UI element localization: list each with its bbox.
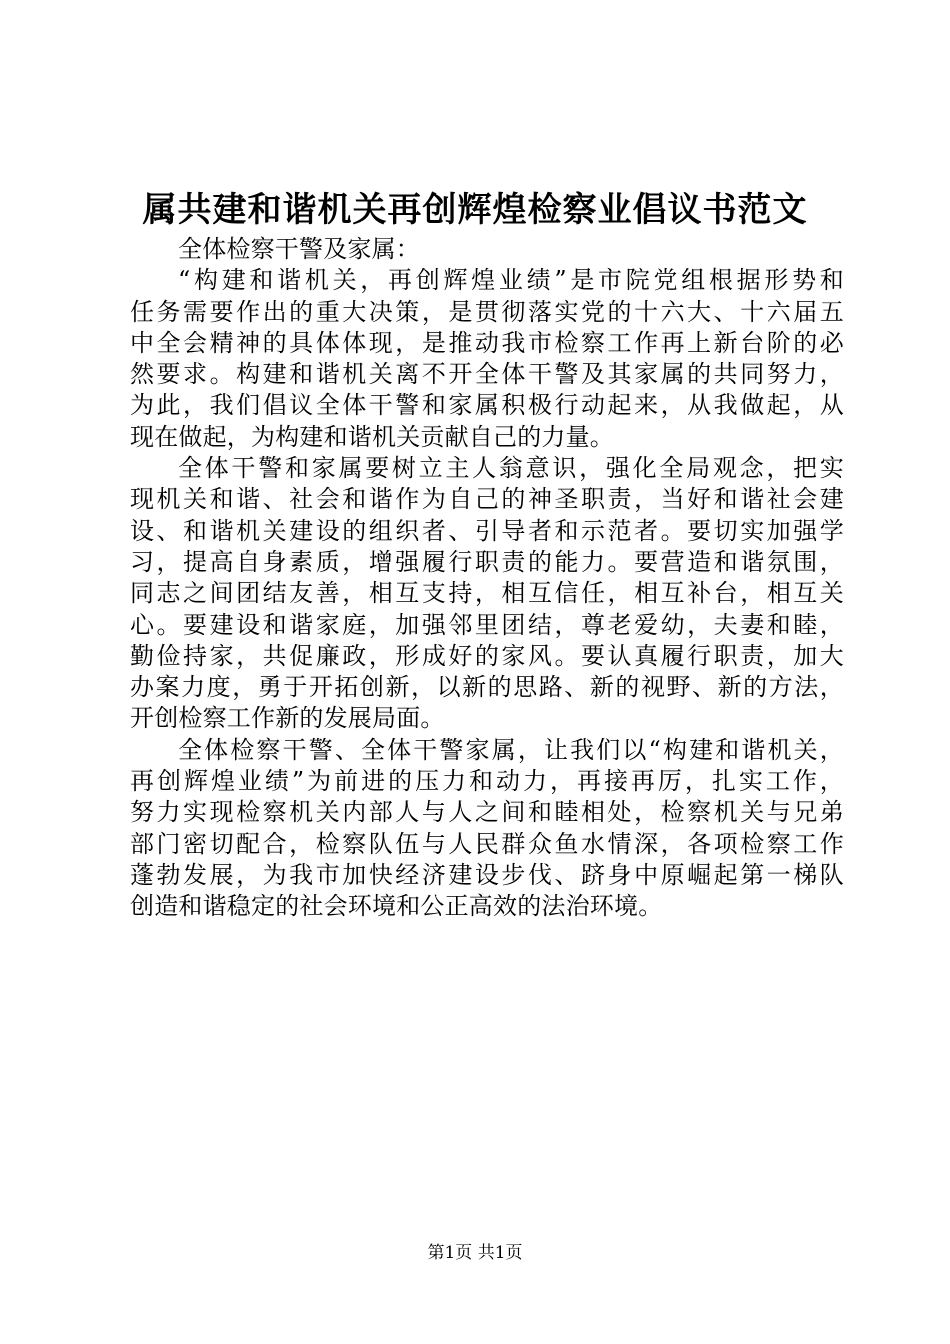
page-number-footer: 第1页 共1页 <box>427 1243 523 1263</box>
paragraph-1-line-2: 任务需要作出的重大决策，是贯彻落实党的十六大、十六届五 <box>130 297 844 326</box>
paragraph-2-line-3: 设、和谐机关建设的组织者、引导者和示范者。要切实加强学 <box>130 516 844 545</box>
paragraph-3-line-1: 全体检察干警、全体干警家属，让我们以“构建和谐机关， <box>178 735 844 764</box>
paragraph-3-line-4: 部门密切配合，检察队伍与人民群众鱼水情深，各项检察工作 <box>130 829 844 858</box>
document-title: 属共建和谐机关再创辉煌检察业倡议书范文 <box>142 190 808 230</box>
paragraph-3-line-3: 努力实现检察机关内部人与人之间和睦相处，检察机关与兄弟 <box>130 798 844 827</box>
paragraph-2-line-5: 同志之间团结友善，相互支持，相互信任，相互补台，相互关 <box>130 579 844 608</box>
paragraph-3-line-5: 蓬勃发展，为我市加快经济建设步伐、跻身中原崛起第一梯队 <box>130 860 844 889</box>
paragraph-1-line-5: 为此，我们倡议全体干警和家属积极行动起来，从我做起，从 <box>130 391 844 420</box>
paragraph-2-line-9: 开创检察工作新的发展局面。 <box>130 704 445 733</box>
paragraph-2-line-7: 勤俭持家，共促廉政，形成好的家风。要认真履行职责，加大 <box>130 641 844 670</box>
paragraph-2-line-6: 心。要建设和谐家庭，加强邻里团结，尊老爱幼，夫妻和睦， <box>130 610 844 639</box>
paragraph-2-line-8: 办案力度，勇于开拓创新，以新的思路、新的视野、新的方法， <box>130 673 844 702</box>
paragraph-3-line-2: 再创辉煌业绩”为前进的压力和动力，再接再厉，扎实工作， <box>130 767 844 796</box>
paragraph-1-line-1: “构建和谐机关，再创辉煌业绩”是市院党组根据形势和 <box>178 266 844 295</box>
paragraph-2-line-2: 现机关和谐、社会和谐作为自己的神圣职责，当好和谐社会建 <box>130 485 844 514</box>
paragraph-2-line-1: 全体干警和家属要树立主人翁意识，强化全局观念，把实 <box>178 454 844 483</box>
paragraph-1-line-4: 然要求。构建和谐机关离不开全体干警及其家属的共同努力， <box>130 360 844 389</box>
paragraph-1-line-6: 现在做起，为构建和谐机关贡献自己的力量。 <box>130 422 614 451</box>
paragraph-3-line-6: 创造和谐稳定的社会环境和公正高效的法治环境。 <box>130 892 663 921</box>
document-body <box>130 234 844 923</box>
salutation-line: 全体检察干警及家属： <box>178 235 420 263</box>
paragraph-1-line-3: 中全会精神的具体体现，是推动我市检察工作再上新台阶的必 <box>130 328 844 357</box>
paragraph-2-line-4: 习，提高自身素质，增强履行职责的能力。要营造和谐氛围， <box>130 547 844 576</box>
